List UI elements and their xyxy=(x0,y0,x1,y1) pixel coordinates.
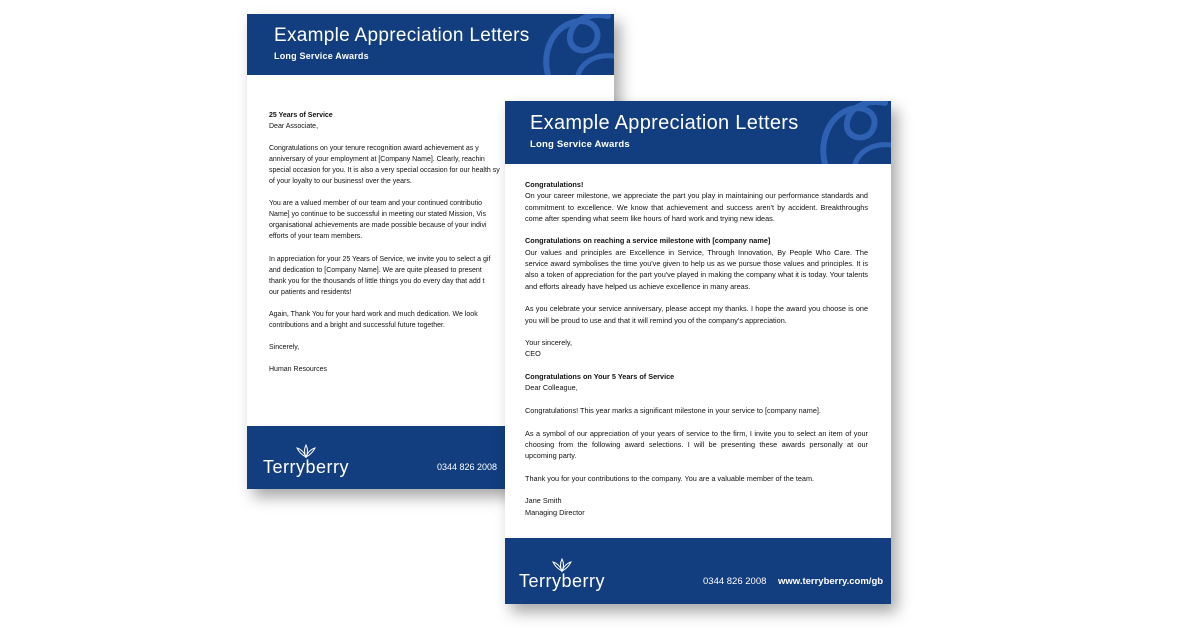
salutation: Dear Colleague, xyxy=(525,383,578,393)
letter-header xyxy=(505,101,891,164)
paragraph: Congratulations! On your career milestone, we appreciate the part you play in maintaining our performance standards and commitment to excellence. We know that achievement and success aren't by accident. Breakthroughs come after spending what seem like hours of hard work and trying new ideas. xyxy=(525,180,868,223)
flower-icon xyxy=(551,558,573,572)
letter-front xyxy=(505,101,891,604)
letter-heading: Congratulations on Your 5 Years of Service xyxy=(525,372,675,382)
logo-wordmark: Terryberry xyxy=(519,571,606,591)
signature: Human Resources xyxy=(269,366,327,374)
logo-wordmark: Terryberry xyxy=(263,457,350,477)
paragraph: You are a valued member of our team and your continued contributio Name] yo continue to be successful in meeting our stated Mission, Vis organisational achievements are made possible because of your indivi efforts of your team members. xyxy=(269,200,487,241)
paragraph: Congratulations on reaching a service milestone with [company name] Our values and principles are Excellence in Service, Through Innovation, By People Who Care. The service award symbolises the time you've given to help us as we pursue those values and principles. It is also a token of appreciation for the part you've played in making the company what it is today. Your talents and efforts already have helped us achieve excellence in many areas. xyxy=(525,236,868,291)
signature-block xyxy=(525,495,868,518)
letter-subtitle: Long Service Awards xyxy=(274,51,369,61)
paragraph: Thank you for your contributions to the company. You are a valuable member of the team. xyxy=(525,473,815,483)
letter-footer xyxy=(505,538,891,604)
letter-heading: Congratulations on reaching a service milestone with [company name] xyxy=(525,236,771,246)
paragraph xyxy=(525,371,868,394)
footer-phone: 0344 826 2008 xyxy=(437,462,498,472)
letter-title: Example Appreciation Letters xyxy=(274,25,530,46)
letter-title: Example Appreciation Letters xyxy=(530,112,799,134)
paragraph: Congratulations! This year marks a significant milestone in your service to [company name]. xyxy=(525,405,821,415)
closing: Your sincerely, xyxy=(525,338,573,348)
terryberry-logo xyxy=(263,444,349,478)
signer-name: Jane Smith xyxy=(525,496,562,506)
footer-phone: 0344 826 2008 xyxy=(703,576,767,587)
letter-header xyxy=(247,14,614,75)
letter-body xyxy=(525,179,868,529)
paragraph: Again, Thank You for your hard work and much dedication. We look contributions and a bright and successful future together. xyxy=(269,310,478,329)
swirl-decoration-icon xyxy=(534,14,614,75)
signer-title: Managing Director xyxy=(525,507,585,517)
paragraph: Congratulations on your tenure recognition award achievement as y anniversary of your employment at [Company Name]. Clearly, reachin special occasion for you. It is also a very special occasion for our health sy of your loyalty to our business! over the years. xyxy=(269,145,500,186)
letter-heading: Congratulations! xyxy=(525,180,584,189)
paragraph: As you celebrate your service anniversary, please accept my thanks. I hope the award you choose is one you will be proud to use and that it will remind you of the company's appreciation. xyxy=(525,304,868,325)
letter-heading: 25 Years of Service xyxy=(269,112,333,119)
flower-icon xyxy=(295,444,317,458)
swirl-decoration-icon xyxy=(811,101,891,164)
terryberry-logo xyxy=(519,558,605,592)
closing-block xyxy=(525,337,868,360)
paragraph: In appreciation for your 25 Years of Service, we invite you to select a gif and dedication to [Company Name]. We are quite pleased to present thank you for the thousands of little things you do every day that add t our patients and residents! xyxy=(269,255,491,296)
letter-subtitle: Long Service Awards xyxy=(530,139,630,150)
salutation: Dear Associate, xyxy=(269,123,319,130)
closing: Sincerely, xyxy=(269,343,300,351)
signature: CEO xyxy=(525,349,541,359)
footer-url: www.terryberry.com/gb xyxy=(778,576,884,587)
paragraph: As a symbol of our appreciation of your years of service to the firm, I invite you to select an item of your choosing from the following award selections. I will be presenting these awards personally at our upcoming party. xyxy=(525,428,868,461)
